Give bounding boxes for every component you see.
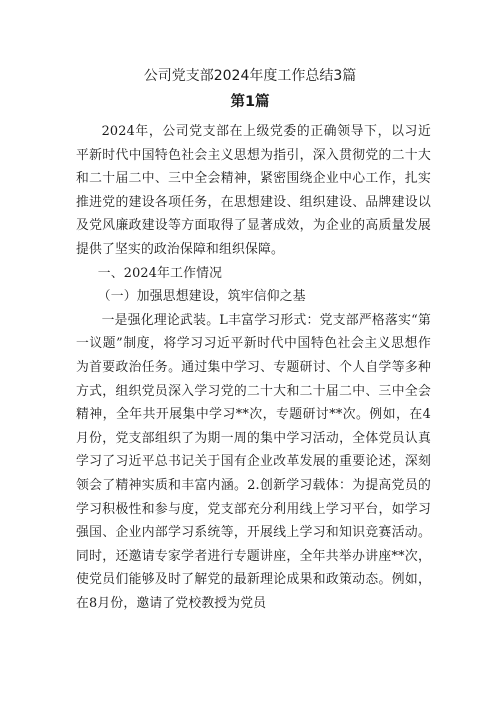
document-title: 公司党支部2024年度工作总结3篇 (143, 68, 357, 84)
document-subtitle: 第1篇 (230, 94, 270, 110)
document-body (76, 120, 431, 615)
paragraph-body: 一是强化理论武装。L丰富学习形式：党支部严格落实“第一议题”制度，将学习习近平新时代中国特色社会主义思想作为首要政治任务。通过集中学习、专题研讨、个人自学等多种方式，组织党员深入学习党的二十大和二十届二中、三中全会精神，全年共开展集中学习**次，专题研讨**次。例如，在4月份，党支部组织了为期一周的集中学习活动，全体党员认真学习了习近平总书记关于国有企业改革发展的重要论述，深刻领会了精神实质和丰富内涵。2.创新学习载体：为提高党员的学习积极性和参与度，党支部充分利用线上学习平台，如学习强国、企业内部学习系统等，开展线上学习和知识竞赛活动。同时，还邀请专家学者进行专题讲座，全年共举办讲座**次，使党员们能够及时了解党的最新理论成果和政策动态。例如，在8月份，邀请了党校教授为党员 (76, 312, 431, 611)
section-heading: 一、2024年工作情况 (97, 265, 223, 281)
subsection-heading: （一）加强思想建设，筑牢信仰之基 (97, 289, 306, 305)
paragraph-intro: 2024年，公司党支部在上级党委的正确领导下，以习近平新时代中国特色社会主义思想为指引，深入贯彻党的二十大和二十届二中、三中全会精神，紧密围绕企业中心工作，扎实推进党的建设各项任务，在思想建设、组织建设、品牌建设以及党风廉政建设等方面取得了显著成效，为企业的高质量发展提供了坚实的政治保障和组织保障。 (76, 124, 431, 257)
